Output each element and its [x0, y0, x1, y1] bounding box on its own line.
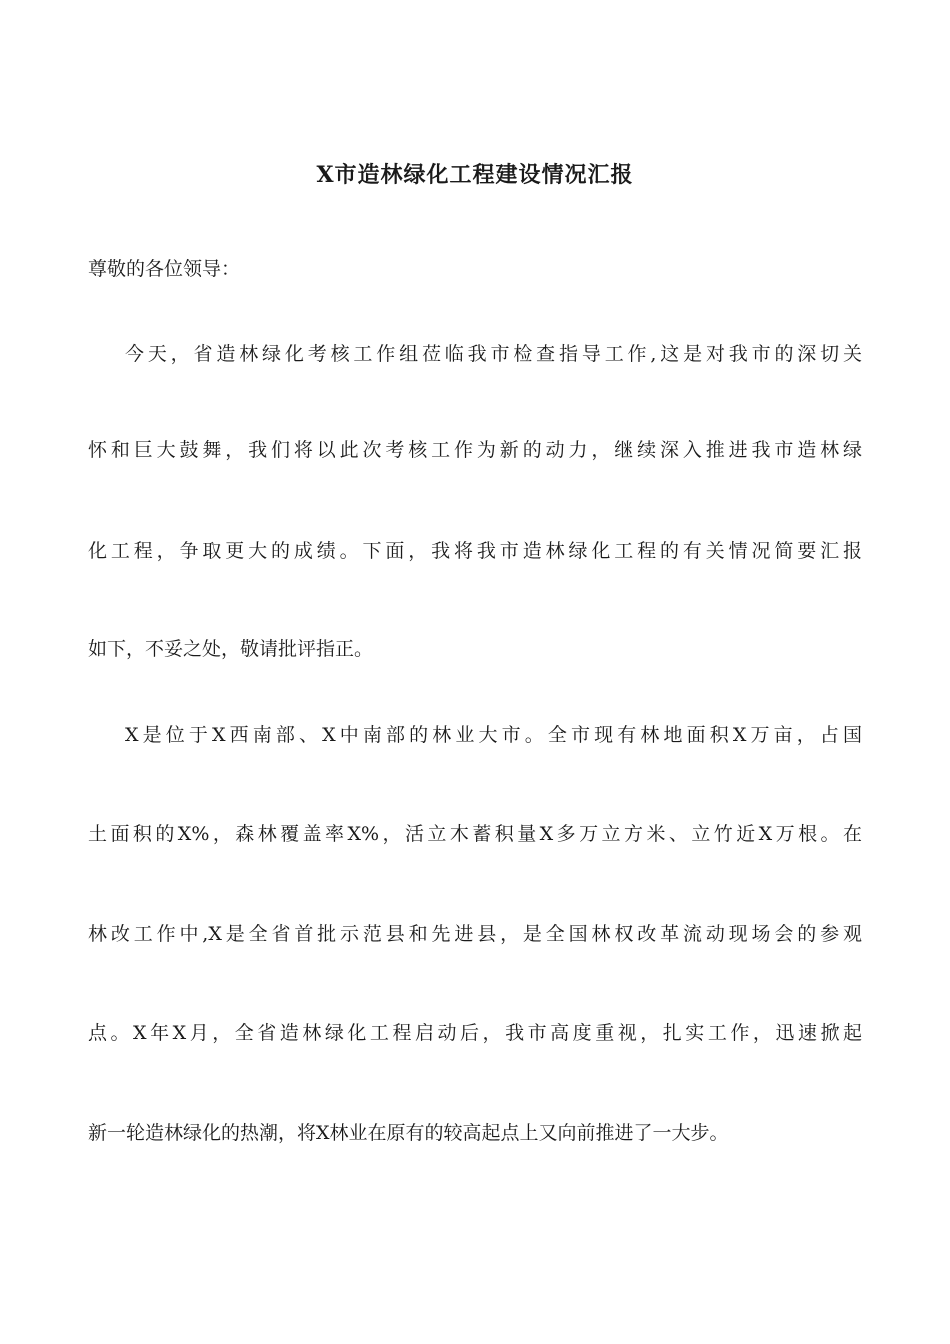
paragraph-1-line-3: 化工程，争取更大的成绩。下面，我将我市造林绿化工程的有关情况简要汇报 [88, 540, 862, 562]
paragraph-2-line-3: 林改工作中,X是全省首批示范县和先进县，是全国林权改革流动现场会的参观 [88, 923, 862, 945]
paragraph-1-line-2: 怀和巨大鼓舞，我们将以此次考核工作为新的动力，继续深入推进我市造林绿 [88, 439, 862, 461]
document-title: X市造林绿化工程建设情况汇报 [316, 162, 634, 188]
paragraph-2-line-4: 点。X年X月，全省造林绿化工程启动后，我市高度重视，扎实工作，迅速掀起 [88, 1022, 862, 1044]
salutation: 尊敬的各位领导： [88, 258, 241, 280]
paragraph-2-line-5: 新一轮造林绿化的热潮，将X林业在原有的较高起点上又向前推进了一大步。 [88, 1122, 729, 1144]
paragraph-2-line-2: 土面积的X%，森林覆盖率X%，活立木蓄积量X多万立方米、立竹近X万根。在 [88, 823, 862, 845]
paragraph-2-line-1: X是位于X西南部、X中南部的林业大市。全市现有林地面积X万亩，占国 [125, 724, 862, 746]
paragraph-1-line-4: 如下，不妥之处，敬请批评指正。 [88, 638, 374, 660]
paragraph-1-line-1: 今天，省造林绿化考核工作组莅临我市检查指导工作,这是对我市的深切关 [125, 343, 862, 365]
